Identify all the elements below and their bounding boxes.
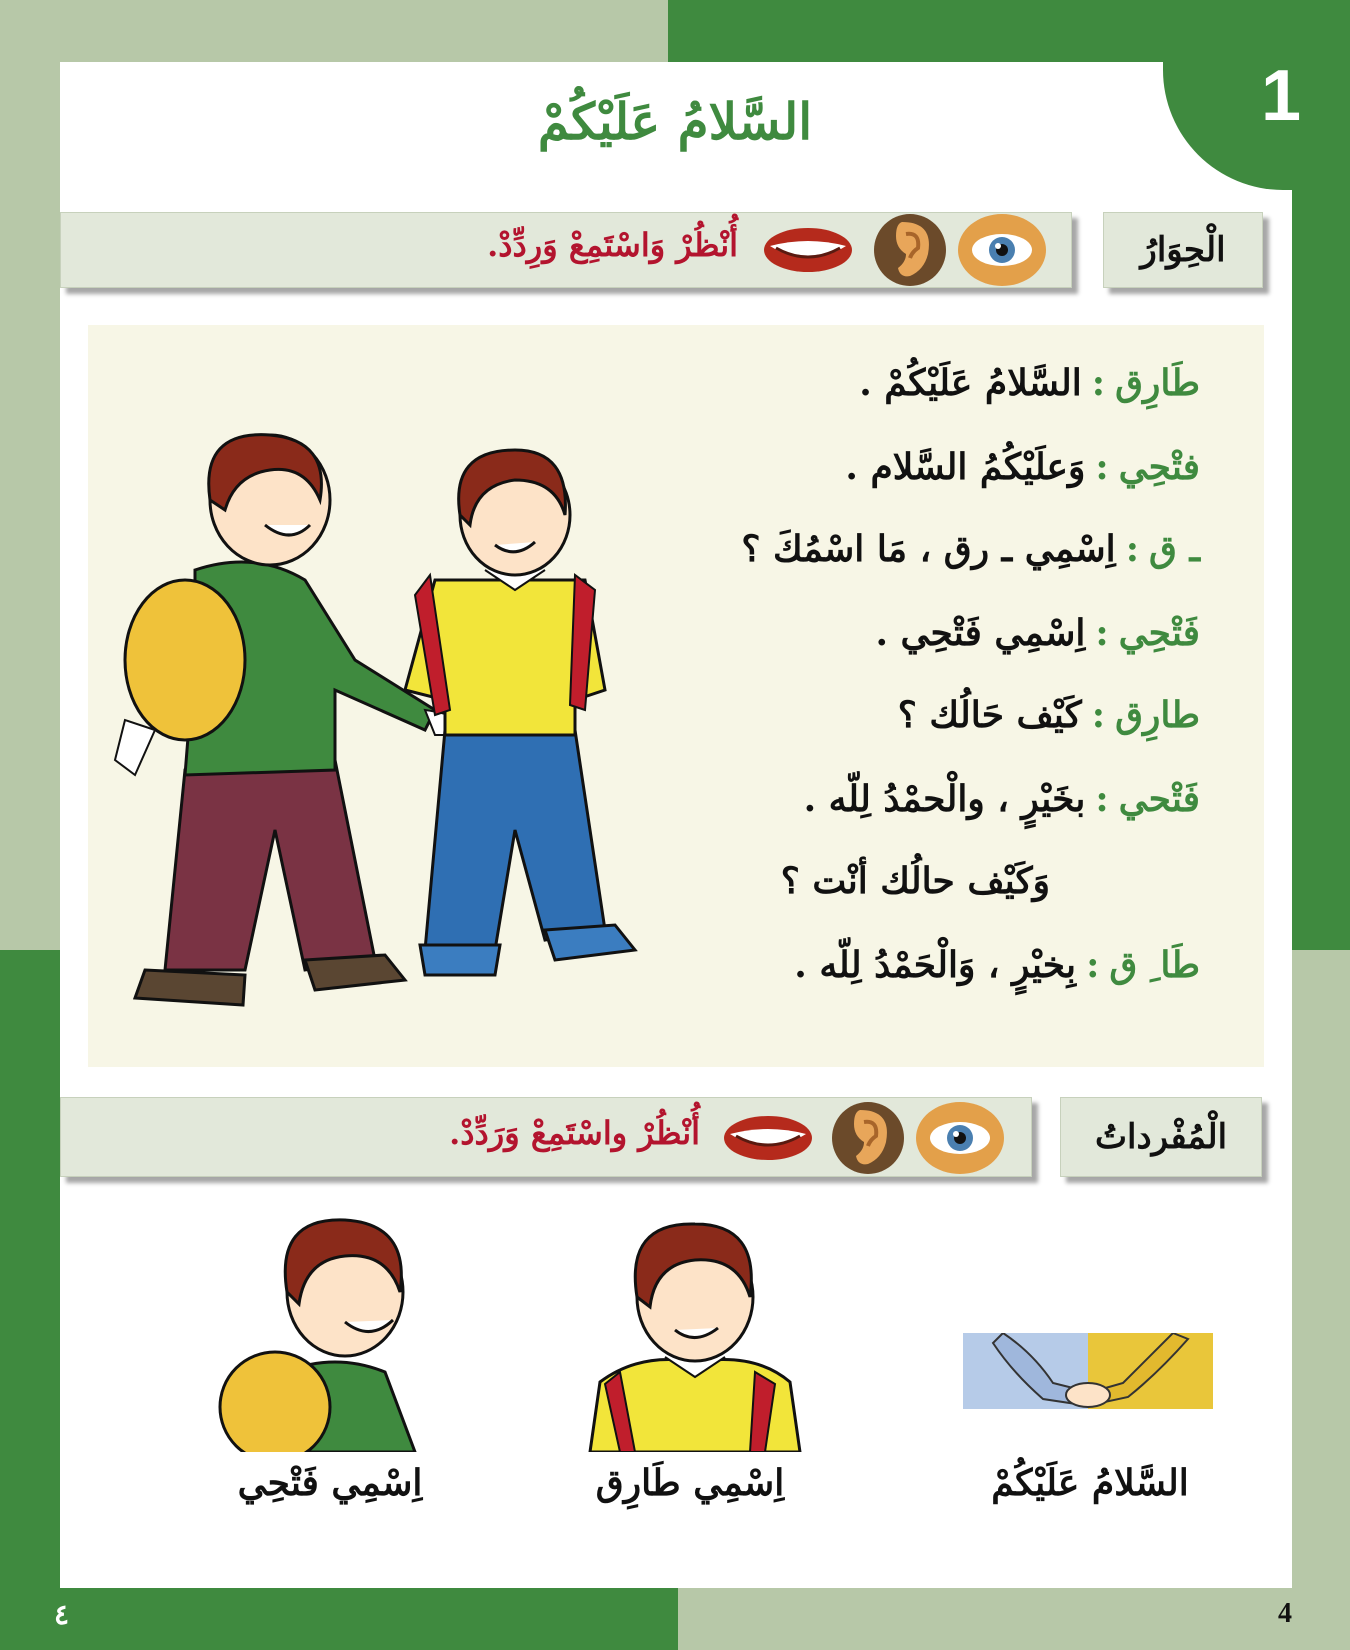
bg-left-green <box>0 950 60 1650</box>
dialogue-speaker: طَارِق <box>1115 362 1200 404</box>
vocabulary-caption: اِسْمِي فَتْحِي <box>237 1462 423 1504</box>
dialogue-line: فَتْحِي:اِسْمِي فَتْحِي . <box>875 612 1200 654</box>
dialogue-text: كَيْف حَالُك ؟ <box>897 694 1082 736</box>
eye-icon <box>956 212 1048 288</box>
bg-bottom-left-green <box>0 1588 678 1650</box>
handshake-image <box>963 1333 1213 1409</box>
dialogue-speaker: ـ ق <box>1148 528 1200 570</box>
boy-green <box>115 435 475 1005</box>
dialogue-text: اِسْمِي فَتْحِي . <box>875 612 1086 654</box>
vocabulary-label-box <box>1060 1097 1262 1177</box>
mouth-icon <box>722 1108 814 1168</box>
dialogue-line: طَا ِ ق:بِخيْرٍ ، وَالْحَمْدُ لِلّه . <box>794 944 1200 986</box>
boy-green-portrait <box>215 1212 445 1452</box>
dialogue-speaker: طَا ِ ق <box>1109 944 1200 986</box>
dialogue-text: اِسْمِي ـ رق ، مَا اسْمُكَ ؟ <box>741 528 1116 570</box>
dialogue-line: ـ ق:اِسْمِي ـ رق ، مَا اسْمُكَ ؟ <box>741 528 1200 570</box>
vocabulary-caption: السَّلامُ عَلَيْكُمْ <box>991 1462 1189 1504</box>
dialogue-speaker: فَتْحي <box>1118 778 1200 820</box>
dialogue-line: فَتْحي:بخَيْرٍ ، والْحمْدُ لِلّه . <box>803 778 1200 820</box>
page-title: السَّلامُ عَلَيْكُمْ <box>537 92 813 151</box>
dialogue-text: وَكَيْف حالُك أنْت ؟ <box>780 860 1050 902</box>
dialogue-speaker: فتْحِي <box>1118 446 1200 488</box>
dialogue-text: بخَيْرٍ ، والْحمْدُ لِلّه . <box>803 778 1086 820</box>
dialogue-line: طارِق:كَيْف حَالُك ؟ <box>897 694 1200 736</box>
boy-yellow <box>405 450 635 975</box>
dialogue-line: فتْحِي:وَعلَيْكُمُ السَّلام . <box>845 446 1200 488</box>
dialogue-label-box <box>1103 212 1263 288</box>
dialogue-speaker: فَتْحِي <box>1118 612 1200 654</box>
ear-icon <box>872 212 948 288</box>
dialogue-text: السَّلامُ عَلَيْكُمْ . <box>859 362 1082 404</box>
eye-icon <box>914 1100 1006 1176</box>
boy-yellow-portrait <box>580 1212 810 1452</box>
page-number-arabic: ٤ <box>54 1600 70 1631</box>
vocabulary-caption: اِسْمِي طَارِق <box>595 1462 785 1504</box>
dialogue-speaker: طارِق <box>1115 694 1200 736</box>
dialogue-label: الْحِوَارُ <box>1140 230 1226 270</box>
page-number: 4 <box>1278 1598 1292 1629</box>
vocabulary-instruction: أُنْظُرْ واسْتَمِعْ وَرَدِّدْ. <box>449 1114 700 1152</box>
ear-icon <box>830 1100 906 1176</box>
mouth-icon <box>762 220 854 280</box>
dialogue-text: بِخيْرٍ ، وَالْحَمْدُ لِلّه . <box>794 944 1077 986</box>
two-boys-illustration <box>105 430 665 1030</box>
dialogue-text: وَعلَيْكُمُ السَّلام . <box>845 446 1086 488</box>
lesson-number: 1 <box>1261 56 1302 136</box>
dialogue-line <box>781 860 1050 902</box>
dialogue-instruction: أُنْظُرْ وَاسْتَمِعْ وَرِدِّدْ. <box>487 226 738 264</box>
vocabulary-label: الْمُفْرداتُ <box>1095 1117 1228 1157</box>
dialogue-line: طَارِق:السَّلامُ عَلَيْكُمْ . <box>859 362 1200 404</box>
